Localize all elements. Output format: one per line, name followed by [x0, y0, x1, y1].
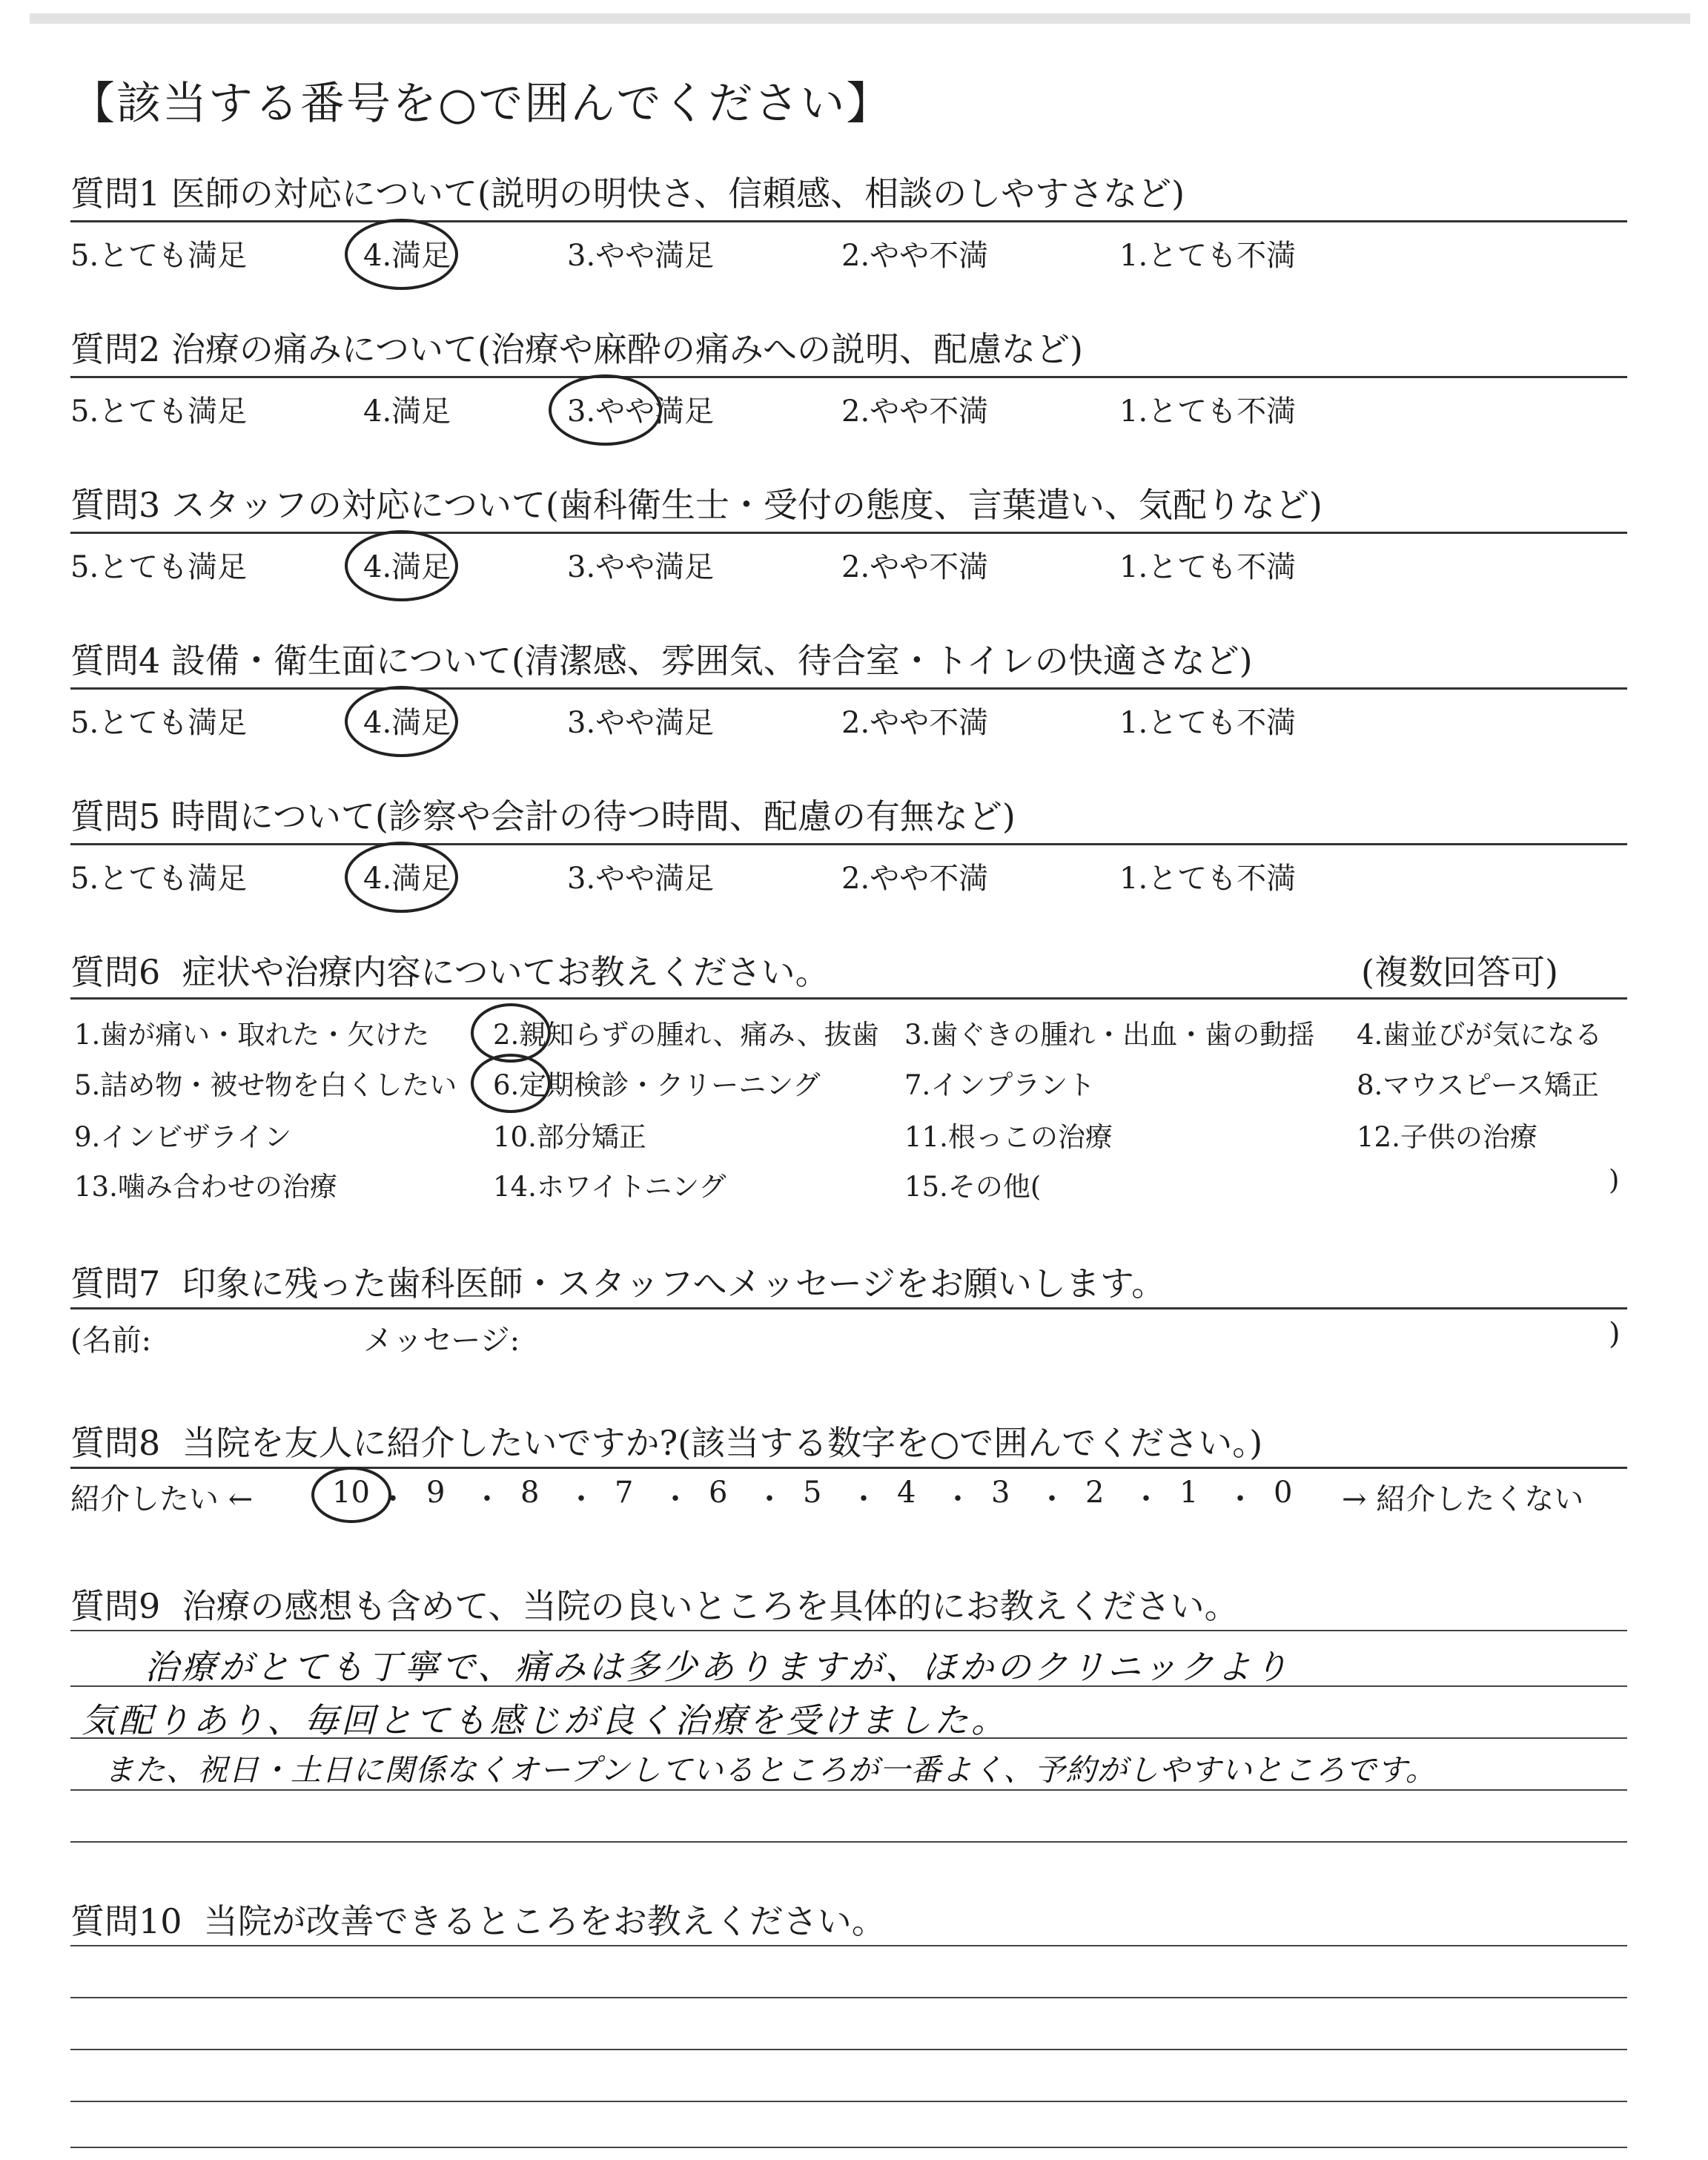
q8-separator: ・: [1225, 1482, 1255, 1516]
q1-text: 医師の対応について(説明の明快さ、信頼感、相談のしやすさなど): [171, 174, 1185, 214]
q6-option[interactable]: 13.噛み合わせの治療: [74, 1171, 337, 1203]
q5-option[interactable]: 2.やや不満: [841, 862, 989, 896]
q7-name-label: (名前:: [70, 1324, 152, 1358]
q7-rule: [70, 1307, 1627, 1309]
q4-option[interactable]: 1.とても不満: [1119, 706, 1297, 740]
q10-text: 当院が改善できるところをお教えください。: [203, 1901, 886, 1941]
q8-rule: [70, 1467, 1627, 1469]
q9-answer-line-2: 気配りあり、毎回とても感じが良く治療を受けました。: [82, 1700, 1008, 1740]
q7-heading: [70, 1257, 1165, 1306]
q3-option[interactable]: 4.満足: [363, 550, 451, 584]
q6-heading: [70, 945, 830, 994]
q7-label: 質問7: [70, 1264, 161, 1304]
q8-scale-value[interactable]: 4: [897, 1476, 916, 1510]
q10-line-4: [70, 2101, 1627, 2102]
q9-label: 質問9: [70, 1586, 161, 1626]
q8-left-label: 紹介したい ←: [70, 1482, 254, 1516]
q5-option[interactable]: 4.満足: [363, 862, 451, 896]
q6-other-close: ): [1609, 1164, 1620, 1196]
q10-line-3: [70, 2049, 1627, 2050]
q9-text: 治療の感想も含めて、当院の良いところを具体的にお教えください。: [182, 1586, 1239, 1626]
q8-scale-value[interactable]: 10: [332, 1476, 370, 1510]
q4-option[interactable]: 2.やや不満: [841, 706, 989, 740]
q2-option[interactable]: 4.満足: [363, 394, 451, 429]
q10-line-1: [70, 1945, 1627, 1946]
q8-separator: ・: [661, 1482, 690, 1516]
q4-rule: [70, 687, 1627, 690]
q2-label: 質問2: [70, 329, 161, 369]
q3-option[interactable]: 5.とても満足: [70, 550, 248, 584]
q6-option[interactable]: 5.詰め物・被せ物を白くしたい: [74, 1069, 457, 1101]
q6-option[interactable]: 14.ホワイトニング: [493, 1171, 726, 1203]
q10-line-2: [70, 1997, 1627, 1998]
q9-line-5: [70, 1841, 1627, 1843]
q1-heading: [70, 167, 1185, 216]
q8-scale-value[interactable]: 9: [426, 1476, 446, 1510]
q6-option[interactable]: 2.親知らずの腫れ、痛み、抜歯: [493, 1019, 879, 1051]
q2-heading: [70, 323, 1083, 371]
q6-option[interactable]: 3.歯ぐきの腫れ・出血・歯の動揺: [904, 1019, 1315, 1051]
q8-separator: ・: [943, 1482, 973, 1516]
scan-top-edge: [30, 13, 1690, 24]
q1-option[interactable]: 2.やや不満: [841, 239, 989, 273]
q2-option[interactable]: 1.とても不満: [1119, 394, 1297, 429]
q10-line-5: [70, 2147, 1627, 2148]
q6-option[interactable]: 15.その他(: [904, 1171, 1042, 1203]
q4-option[interactable]: 5.とても満足: [70, 706, 248, 740]
q8-separator: ・: [378, 1482, 408, 1516]
q6-option[interactable]: 8.マウスピース矯正: [1357, 1069, 1599, 1101]
q4-text: 設備・衛生面について(清潔感、雰囲気、待合室・トイレの快適さなど): [171, 641, 1253, 681]
q9-heading: [70, 1579, 1239, 1628]
selection-circle: [549, 374, 662, 446]
q1-option[interactable]: 4.満足: [363, 239, 451, 273]
q6-option[interactable]: 10.部分矯正: [493, 1121, 646, 1153]
q3-option[interactable]: 1.とても不満: [1119, 550, 1297, 584]
q3-option[interactable]: 3.やや満足: [567, 550, 715, 584]
selection-circle: [471, 1054, 551, 1113]
q1-option[interactable]: 1.とても不満: [1119, 239, 1297, 273]
selection-circle: [345, 842, 458, 913]
q8-scale-value[interactable]: 5: [803, 1476, 822, 1510]
q4-option[interactable]: 4.満足: [363, 706, 451, 740]
q8-scale-value[interactable]: 8: [520, 1476, 540, 1510]
q6-option[interactable]: 9.インビザライン: [74, 1121, 292, 1153]
q6-label: 質問6: [70, 952, 161, 992]
q6-option[interactable]: 11.根っこの治療: [904, 1121, 1113, 1153]
q2-rule: [70, 376, 1627, 378]
q3-label: 質問3: [70, 485, 161, 525]
q8-scale-value[interactable]: 1: [1179, 1476, 1199, 1510]
page-title: 【該当する番号を○で囲んでください】: [70, 78, 893, 130]
q6-rule: [70, 997, 1627, 1000]
q8-label: 質問8: [70, 1423, 161, 1463]
q6-option[interactable]: 7.インプラント: [904, 1069, 1096, 1101]
q6-option[interactable]: 4.歯並びが気になる: [1357, 1019, 1603, 1051]
q6-text: 症状や治療内容についてお教えください。: [182, 952, 830, 992]
q6-option[interactable]: 6.定期検診・クリーニング: [493, 1069, 821, 1101]
q7-close-paren: ): [1609, 1317, 1621, 1351]
q2-option[interactable]: 2.やや不満: [841, 394, 989, 429]
q1-label: 質問1: [70, 174, 161, 214]
q9-answer-line-3: また、祝日・土日に関係なくオープンしているところが一番よく、予約がしやすいところです。: [104, 1752, 1437, 1788]
q5-option[interactable]: 5.とても満足: [70, 862, 248, 896]
q8-separator: ・: [472, 1482, 502, 1516]
q5-text: 時間について(診察や会計の待つ時間、配慮の有無など): [171, 796, 1016, 836]
q3-option[interactable]: 2.やや不満: [841, 550, 989, 584]
q3-text: スタッフの対応について(歯科衛生士・受付の態度、言葉遣い、気配りなど): [171, 485, 1323, 525]
q6-option[interactable]: 12.子供の治療: [1357, 1121, 1537, 1153]
q3-heading: [70, 478, 1323, 527]
q3-rule: [70, 532, 1627, 534]
q8-scale-value[interactable]: 2: [1085, 1476, 1105, 1510]
q4-option[interactable]: 3.やや満足: [567, 706, 715, 740]
selection-circle: [311, 1467, 391, 1523]
q2-option[interactable]: 3.やや満足: [567, 394, 715, 429]
q7-message-label: メッセージ:: [363, 1324, 520, 1358]
q8-separator: ・: [566, 1482, 596, 1516]
q2-option[interactable]: 5.とても満足: [70, 394, 248, 429]
q10-label: 質問10: [70, 1901, 182, 1941]
q8-right-label: → 紹介したくない: [1342, 1482, 1584, 1516]
q1-rule: [70, 220, 1627, 222]
q8-separator: ・: [849, 1482, 878, 1516]
q8-separator: ・: [755, 1482, 784, 1516]
q4-label: 質問4: [70, 641, 161, 681]
q5-label: 質問5: [70, 796, 161, 836]
q10-heading: [70, 1895, 886, 1943]
q8-separator: ・: [1037, 1482, 1067, 1516]
q1-option[interactable]: 5.とても満足: [70, 239, 248, 273]
q8-separator: ・: [1131, 1482, 1161, 1516]
selection-circle: [345, 686, 458, 757]
q9-line-4: [70, 1789, 1627, 1791]
q7-text: 印象に残った歯科医師・スタッフへメッセージをお願いします。: [182, 1264, 1166, 1304]
q5-heading: [70, 790, 1016, 839]
q6-note: (複数回答可): [1361, 952, 1558, 992]
q9-line-1: [70, 1630, 1627, 1631]
q8-heading: [70, 1416, 1262, 1465]
q8-scale-value[interactable]: 7: [615, 1476, 634, 1510]
q5-option[interactable]: 1.とても不満: [1119, 862, 1297, 896]
q8-scale-value[interactable]: 3: [991, 1476, 1010, 1510]
q1-option[interactable]: 3.やや満足: [567, 239, 715, 273]
q4-heading: [70, 634, 1253, 683]
q8-scale-value[interactable]: 6: [709, 1476, 728, 1510]
q5-option[interactable]: 3.やや満足: [567, 862, 715, 896]
q6-option[interactable]: 1.歯が痛い・取れた・欠けた: [74, 1019, 430, 1051]
selection-circle: [345, 219, 458, 290]
selection-circle: [345, 530, 458, 601]
q5-rule: [70, 843, 1627, 845]
q2-text: 治療の痛みについて(治療や麻酔の痛みへの説明、配慮など): [171, 329, 1083, 369]
q9-answer-line-1: 治療がとても丁寧で、痛みは多少ありますが、ほかのクリニックより: [145, 1647, 1291, 1687]
q8-text: 当院を友人に紹介したいですか?(該当する数字を○で囲んでください。): [182, 1423, 1263, 1463]
q8-scale-value[interactable]: 0: [1274, 1476, 1293, 1510]
